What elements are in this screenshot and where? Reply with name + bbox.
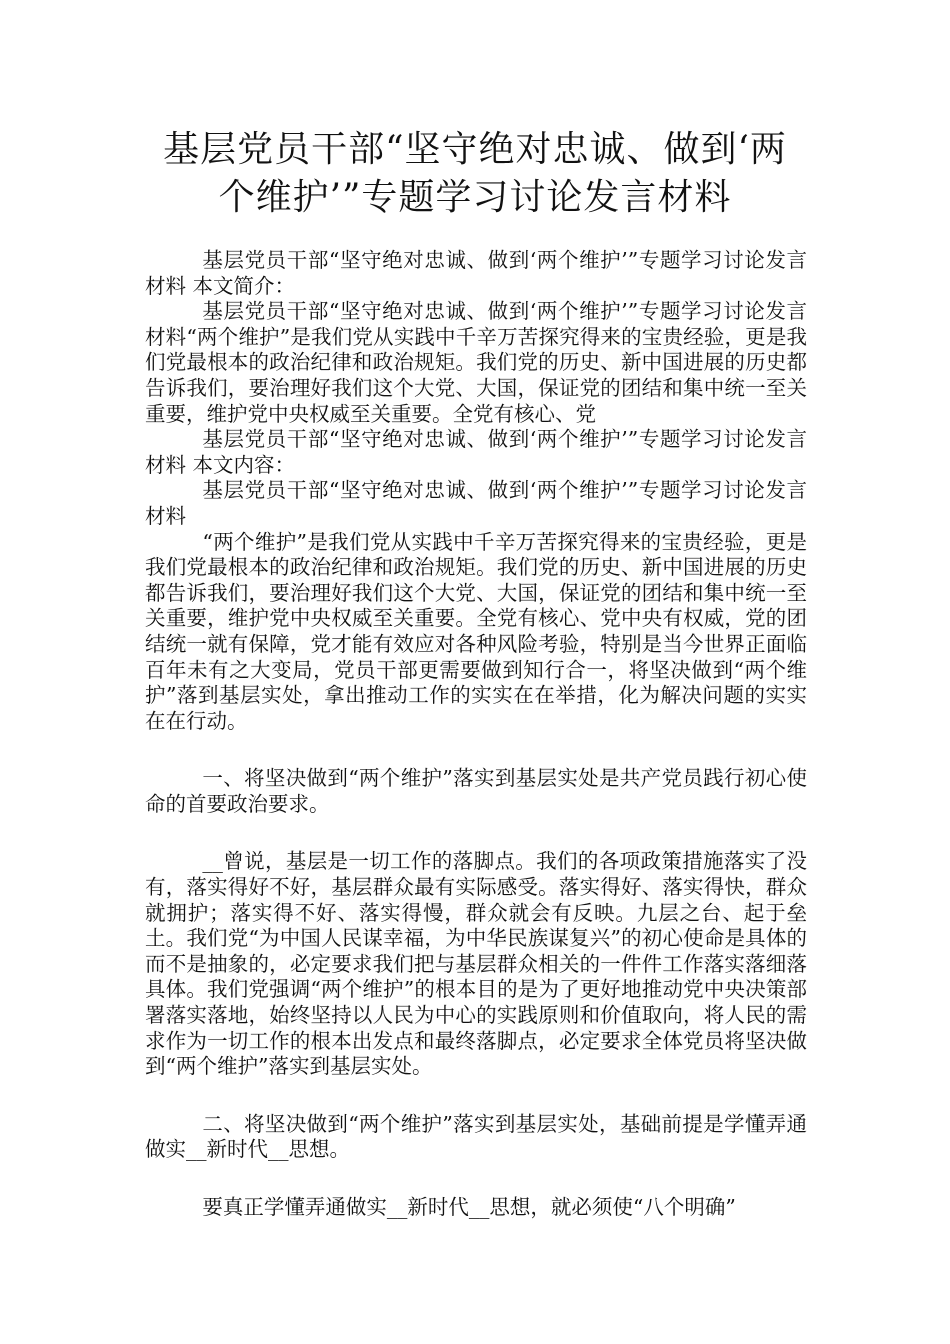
body-paragraph-section-1: __曾说，基层是一切工作的落脚点。我们的各项政策措施落实了没有，落实得好不好，基层群众最有实际感受。落实得好、落实得快，群众就拥护；落实得不好、落实得慢，群众就会有反映。九层之台、起于垒土。我们党“为中国人民谋幸福，为中华民族谋复兴”的初心使命是具体的而不是抽象的，必定要求我们把与基层群众相关的一件件工作落实落细落具体。我们党强调“两个维护”的根本目的是为了更好地推动党中央决策部署落实落地，始终坚持以人民为中心的实践原则和价值取向，将人民的需求作为一切工作的根本出发点和最终落脚点，必定要求全体党员将坚决做到“两个维护”落实到基层实处。 xyxy=(145,849,807,1079)
document-body xyxy=(145,248,807,1221)
title-line-2: 个维护’”专题学习讨论发言材料 xyxy=(218,177,732,218)
intro-summary-heading: 基层党员干部“坚守绝对忠诚、做到‘两个维护’”专题学习讨论发言材料 本文简介： xyxy=(145,248,807,298)
section-heading-1: 一、将坚决做到“两个维护”落实到基层实处是共产党员践行初心使命的首要政治要求。 xyxy=(145,766,807,816)
body-paragraph-section-2: 要真正学懂弄通做实__新时代__思想，就必须使“八个明确” xyxy=(202,1195,736,1219)
body-paragraph-opening: “两个维护”是我们党从实践中千辛万苦探究得来的宝贵经验，更是我们党最根本的政治纪律和政治规矩。我们党的历史、新中国进展的历史都告诉我们，要治理好我们这个大党、大国，保证党的团结和集中统一至关重要，维护党中央权威至关重要。全党有核心、党中央有权威，党的团结统一就有保障，党才能有效应对各种风险考验，特别是当今世界正面临百年未有之大变局，党员干部更需要做到知行合一，将坚决做到“两个维护”落到基层实处，拿出推动工作的实实在在举措，化为解决问题的实实在在行动。 xyxy=(145,529,807,733)
content-heading: 基层党员干部“坚守绝对忠诚、做到‘两个维护’”专题学习讨论发言材料 本文内容： xyxy=(145,427,807,477)
document-title xyxy=(140,126,810,222)
intro-summary-text: 基层党员干部“坚守绝对忠诚、做到‘两个维护’”专题学习讨论发言材料“两个维护”是我们党从实践中千辛万苦探究得来的宝贵经验，更是我们党最根本的政治纪律和政治规矩。我们党的历史、新中国进展的历史都告诉我们，要治理好我们这个大党、大国，保证党的团结和集中统一至关重要，维护党中央权威至关重要。全党有核心、党 xyxy=(145,299,807,426)
section-heading-2: 二、将坚决做到“两个维护”落实到基层实处，基础前提是学懂弄通做实__新时代__思想。 xyxy=(145,1111,807,1162)
content-title: 基层党员干部“坚守绝对忠诚、做到‘两个维护’”专题学习讨论发言材料 xyxy=(145,478,807,528)
title-line-1: 基层党员干部“坚守绝对忠诚、做到‘两 xyxy=(163,129,787,170)
